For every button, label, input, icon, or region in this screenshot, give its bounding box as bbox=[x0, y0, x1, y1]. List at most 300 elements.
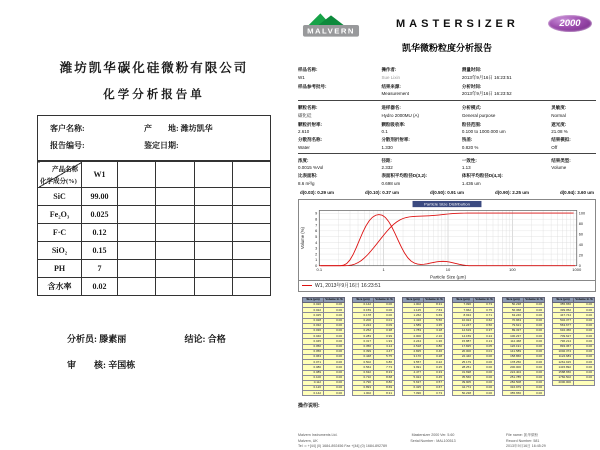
chem-table-row bbox=[38, 224, 271, 242]
volume-cell: 0.00 bbox=[524, 349, 545, 354]
volume-cell: 8.80 bbox=[374, 380, 395, 385]
param-cell bbox=[298, 67, 381, 81]
y-left-tick-label: 1 bbox=[315, 257, 318, 262]
volume-cell: 0.00 bbox=[474, 360, 495, 365]
volume-cell: 0.73 bbox=[424, 391, 445, 396]
param-value: 2.332 bbox=[381, 165, 393, 170]
size-table-header-cell: Volume In % bbox=[425, 297, 443, 302]
section-divider bbox=[298, 153, 596, 154]
volume-cell: 0.00 bbox=[524, 313, 545, 318]
param-value: 2.610 bbox=[298, 129, 310, 134]
size-cell: 31.698 bbox=[453, 370, 474, 375]
volume-cell: 8.69 bbox=[374, 386, 395, 391]
param-row bbox=[298, 122, 596, 135]
chemical-analysis-report-page bbox=[37, 58, 271, 384]
volume-cell: 0.00 bbox=[524, 354, 545, 359]
size-cell: 282.508 bbox=[503, 380, 524, 385]
y-left-tick-label: 5 bbox=[315, 234, 318, 239]
param-value: 碳化硅 bbox=[298, 112, 312, 118]
empty-cell bbox=[118, 188, 156, 206]
param-label: 比表面积: bbox=[298, 173, 318, 178]
chem-report-footer bbox=[37, 332, 271, 371]
size-cell: 0.178 bbox=[353, 313, 374, 318]
volume-cell: 0.00 bbox=[474, 386, 495, 391]
param-value: W1 bbox=[298, 74, 305, 80]
volume-cell: 0.00 bbox=[524, 339, 545, 344]
volume-cell: 0.00 bbox=[574, 375, 595, 380]
component-value-cell: 0.15 bbox=[82, 242, 118, 260]
size-cell: 355.656 bbox=[553, 303, 574, 308]
param-value: Hydro 2000MU (A) bbox=[381, 112, 419, 118]
size-cell: 2.518 bbox=[403, 344, 424, 349]
size-row bbox=[403, 391, 445, 396]
empty-cell bbox=[194, 278, 232, 296]
size-cell: 22.440 bbox=[453, 354, 474, 359]
size-cell: 0.050 bbox=[303, 344, 324, 349]
footer-line: Record Number: 581 bbox=[506, 438, 540, 443]
report-title: 化学分析报告单 bbox=[103, 89, 205, 101]
size-cell: 0.632 bbox=[353, 370, 374, 375]
size-cell: 0.032 bbox=[303, 323, 324, 328]
chem-table-header-row bbox=[38, 162, 271, 188]
size-cell: 0.036 bbox=[303, 329, 324, 334]
size-row bbox=[353, 391, 395, 396]
analyst-label: 分析员: bbox=[67, 334, 97, 344]
param-value: 0.100 to 1000.000 um bbox=[461, 129, 506, 134]
param-cell bbox=[551, 105, 596, 119]
reviewer-line bbox=[67, 358, 271, 371]
size-table-header-cell: Volume In % bbox=[475, 297, 493, 302]
footer-line: File name: 凯华微粉 bbox=[506, 433, 539, 438]
volume-cell: 0.22 bbox=[424, 360, 445, 365]
size-cell: 6.325 bbox=[403, 386, 424, 391]
size-volume-table bbox=[402, 297, 445, 397]
volume-cell: 3.14 bbox=[374, 344, 395, 349]
size-cell: 0.025 bbox=[303, 313, 324, 318]
volume-cell: 0.00 bbox=[524, 334, 545, 339]
volume-cell: 0.13 bbox=[474, 339, 495, 344]
size-cell: 709.627 bbox=[553, 334, 574, 339]
size-cell: 3.170 bbox=[403, 354, 424, 359]
reviewer-name: 辛国栋 bbox=[108, 360, 136, 370]
size-cell: 0.028 bbox=[303, 318, 324, 323]
empty-cell bbox=[232, 188, 270, 206]
volume-cell: 0.00 bbox=[324, 375, 345, 380]
size-volume-table bbox=[552, 297, 595, 387]
volume-cell: 7.73 bbox=[374, 365, 395, 370]
param-value: Off bbox=[551, 144, 558, 150]
size-cell: 563.677 bbox=[553, 323, 574, 328]
size-cell: 17.825 bbox=[453, 344, 474, 349]
param-value: Sue Lixin bbox=[381, 74, 400, 80]
volume-cell: 0.00 bbox=[574, 339, 595, 344]
volume-cell: 0.00 bbox=[524, 365, 545, 370]
volume-cell: 0.28 bbox=[424, 354, 445, 359]
component-name-cell: F·C bbox=[38, 224, 82, 242]
size-cell: 0.089 bbox=[303, 370, 324, 375]
size-cell: 0.564 bbox=[353, 365, 374, 370]
size-cell: 0.159 bbox=[353, 308, 374, 313]
volume-cell: 0.00 bbox=[324, 308, 345, 313]
volume-cell: 7.63 bbox=[424, 308, 445, 313]
particle-size-distribution-chart bbox=[298, 199, 596, 281]
volume-cell: 0.00 bbox=[324, 318, 345, 323]
size-cell: 447.744 bbox=[553, 313, 574, 318]
size-cell: 0.100 bbox=[303, 375, 324, 380]
param-label: 体积平均粒径D(4,3): bbox=[461, 173, 503, 178]
size-cell: 50.238 bbox=[503, 303, 524, 308]
size-cell: 178.250 bbox=[503, 360, 524, 365]
component-name-cell: PH bbox=[38, 260, 82, 278]
param-row bbox=[298, 84, 596, 98]
param-value: Measurement bbox=[381, 91, 409, 96]
component-name-cell: SiO₂ bbox=[38, 242, 82, 260]
size-distribution-tables bbox=[298, 297, 596, 397]
footer-line: 2013年9月16日 16:45:29 bbox=[506, 444, 546, 449]
volume-cell: 4.35 bbox=[424, 323, 445, 328]
company-name: 潍坊凯华碳化硅微粉有限公司 bbox=[59, 61, 249, 75]
y-left-tick-label: 0 bbox=[315, 263, 318, 268]
volume-cell: 0.00 bbox=[374, 308, 395, 313]
origin-field bbox=[144, 123, 213, 134]
size-cell: 502.377 bbox=[553, 318, 574, 323]
conclusion-field bbox=[185, 334, 226, 344]
size-cell: 0.045 bbox=[303, 339, 324, 344]
size-cell: 1588.656 bbox=[553, 370, 574, 375]
param-label: 粒径范围: bbox=[461, 121, 482, 127]
volume-cell: 0.00 bbox=[524, 329, 545, 334]
param-label: 操作者: bbox=[381, 67, 397, 72]
volume-cell: 1.36 bbox=[424, 339, 445, 344]
param-cell bbox=[462, 105, 551, 119]
size-cell: 63.246 bbox=[503, 313, 524, 318]
size-cell: 1.783 bbox=[403, 329, 424, 334]
size-cell: 4.477 bbox=[403, 370, 424, 375]
x-tick-label: 1000 bbox=[572, 266, 582, 272]
size-cell: 44.774 bbox=[453, 386, 474, 391]
size-row bbox=[503, 391, 545, 396]
size-cell: 141.589 bbox=[503, 349, 524, 354]
empty-column-header bbox=[194, 162, 232, 188]
volume-cell: 1.93 bbox=[374, 339, 395, 344]
size-cell: 1261.915 bbox=[553, 360, 574, 365]
empty-cell bbox=[156, 278, 194, 296]
volume-cell: 0.00 bbox=[324, 391, 345, 396]
footer-line: Malvern Instruments Ltd. bbox=[298, 433, 338, 438]
volume-cell: 0.00 bbox=[324, 313, 345, 318]
size-table-header-cell: Size (µm) bbox=[553, 297, 574, 303]
operator-notes-label: 操作说明: bbox=[298, 403, 320, 410]
volume-cell: 0.25 bbox=[424, 365, 445, 370]
sample-column-header: W1 bbox=[82, 162, 118, 188]
customer-name-label: 客户名称: bbox=[50, 124, 85, 133]
size-cell: 0.126 bbox=[303, 386, 324, 391]
param-row bbox=[298, 137, 596, 150]
size-volume-table bbox=[302, 297, 345, 397]
volume-cell: 8.31 bbox=[424, 303, 445, 308]
volume-cell: 0.00 bbox=[574, 370, 595, 375]
size-cell: 796.214 bbox=[553, 339, 574, 344]
param-cell bbox=[298, 122, 381, 135]
conclusion-value: 合格 bbox=[207, 334, 226, 344]
chem-table-row bbox=[38, 260, 271, 278]
percentile-value: d(0.03): 0.29 um bbox=[300, 189, 335, 195]
param-label: 进样器名: bbox=[381, 105, 401, 110]
size-cell: 5.024 bbox=[403, 375, 424, 380]
param-cell bbox=[462, 158, 551, 171]
size-cell: 1.262 bbox=[403, 313, 424, 318]
y-left-tick-label: 2 bbox=[315, 252, 318, 256]
size-table-header-cell: Size (µm) bbox=[353, 297, 374, 303]
volume-cell: 0.00 bbox=[474, 380, 495, 385]
size-cell: 0.356 bbox=[353, 344, 374, 349]
param-label: 结果模拟: bbox=[551, 137, 571, 142]
size-cell: 3.557 bbox=[403, 360, 424, 365]
empty-cell bbox=[232, 206, 270, 224]
volume-cell: 0.00 bbox=[574, 349, 595, 354]
volume-cell: 0.33 bbox=[424, 370, 445, 375]
param-cell bbox=[298, 84, 381, 98]
size-row bbox=[553, 380, 595, 385]
param-value bbox=[298, 91, 377, 96]
param-value: 0.820 % bbox=[461, 144, 479, 150]
volume-cell: 0.00 bbox=[324, 334, 345, 339]
volume-cell: 6.86 bbox=[374, 360, 395, 365]
report-number-label: 报告编号: bbox=[50, 141, 85, 150]
volume-cell: 0.00 bbox=[524, 323, 545, 328]
param-cell bbox=[381, 173, 461, 186]
volume-cell: 0.00 bbox=[524, 386, 545, 391]
size-cell: 0.224 bbox=[353, 323, 374, 328]
volume-cell: 0.00 bbox=[574, 323, 595, 328]
volume-cell: 2.16 bbox=[424, 334, 445, 339]
empty-cell bbox=[232, 224, 270, 242]
x-tick-label: 0.1 bbox=[316, 266, 323, 272]
empty-cell bbox=[118, 260, 156, 278]
volume-cell: 0.80 bbox=[424, 344, 445, 349]
y-left-tick-label: 4 bbox=[315, 240, 318, 245]
mastersizer-wordmark: MASTERSIZER bbox=[396, 18, 519, 30]
param-cell bbox=[551, 158, 596, 171]
size-cell: 1124.683 bbox=[553, 354, 574, 359]
volume-cell: 8.68 bbox=[374, 375, 395, 380]
param-value: 0.1 bbox=[381, 129, 388, 134]
volume-cell: 0.00 bbox=[324, 344, 345, 349]
mastersizer-report-page bbox=[298, 8, 596, 450]
param-value: Normal bbox=[551, 112, 566, 118]
volume-cell: 0.00 bbox=[574, 308, 595, 313]
empty-cell bbox=[194, 188, 232, 206]
size-cell: 224.404 bbox=[503, 370, 524, 375]
volume-cell: 0.50 bbox=[474, 323, 495, 328]
param-label: 遮光度: bbox=[551, 121, 567, 127]
param-cell bbox=[462, 137, 551, 150]
size-cell: 632.456 bbox=[553, 329, 574, 334]
param-cell bbox=[298, 137, 381, 150]
chem-table-row bbox=[38, 242, 271, 260]
size-cell: 0.502 bbox=[353, 360, 374, 365]
chem-table-row bbox=[38, 188, 271, 206]
size-cell: 7.962 bbox=[453, 308, 474, 313]
param-value: 21.08 % bbox=[551, 129, 568, 134]
size-table-header-cell: Volume In % bbox=[375, 297, 393, 302]
cumulative-curve bbox=[319, 213, 573, 266]
volume-cell: 0.71 bbox=[474, 313, 495, 318]
size-cell: 0.399 bbox=[353, 349, 374, 354]
param-label: 灵敏度: bbox=[551, 105, 567, 110]
empty-cell bbox=[118, 224, 156, 242]
size-cell: 56.368 bbox=[503, 308, 524, 313]
volume-cell: 0.46 bbox=[424, 349, 445, 354]
param-label: 分散剂名称: bbox=[298, 137, 322, 142]
size-cell: 316.979 bbox=[503, 386, 524, 391]
param-label: 残差: bbox=[461, 137, 473, 142]
size-cell: 39.905 bbox=[453, 380, 474, 385]
report-info-box bbox=[37, 115, 271, 161]
volume-cell: 0.00 bbox=[574, 360, 595, 365]
param-cell bbox=[298, 105, 381, 119]
empty-cell bbox=[156, 242, 194, 260]
size-cell: 1.002 bbox=[403, 303, 424, 308]
footer-line: Mastersizer 2000 Ver. 5.60 bbox=[411, 433, 455, 438]
volume-cell: 0.24 bbox=[474, 334, 495, 339]
volume-cell: 0.62 bbox=[474, 318, 495, 323]
param-label: 样品参考批号: bbox=[298, 83, 327, 89]
empty-cell bbox=[118, 206, 156, 224]
size-table-header-cell: Volume In % bbox=[575, 297, 593, 302]
param-cell bbox=[298, 158, 381, 171]
volume-cell: 0.00 bbox=[574, 344, 595, 349]
volume-cell: 0.00 bbox=[324, 323, 345, 328]
param-cell bbox=[298, 173, 381, 186]
malvern-logo bbox=[302, 10, 360, 40]
size-volume-table bbox=[352, 297, 395, 397]
param-label: 结果类型: bbox=[551, 157, 571, 163]
chemical-component-header: 化学成分(%) bbox=[40, 178, 77, 185]
param-cell bbox=[381, 105, 461, 119]
size-cell: 1.002 bbox=[353, 391, 374, 396]
param-label: 浓度: bbox=[298, 157, 309, 163]
empty-column-header bbox=[118, 162, 156, 188]
param-label: 分析时间: bbox=[461, 83, 482, 89]
size-cell: 79.621 bbox=[503, 323, 524, 328]
volume-cell: 0.01 bbox=[374, 318, 395, 323]
origin-value: 潍坊凯华 bbox=[180, 124, 213, 133]
size-cell: 2.244 bbox=[403, 339, 424, 344]
chart-title: Particle Size Distribution bbox=[423, 201, 471, 206]
param-row bbox=[298, 105, 596, 119]
y-right-tick-label: 20 bbox=[578, 253, 584, 257]
param-cell bbox=[381, 122, 461, 135]
size-cell: 89.337 bbox=[503, 329, 524, 334]
size-table-header-cell: Size (µm) bbox=[503, 297, 524, 303]
size-cell: 200.000 bbox=[503, 365, 524, 370]
size-cell: 0.063 bbox=[303, 354, 324, 359]
y-right-tick-label: 0 bbox=[578, 263, 581, 268]
volume-cell: 0.00 bbox=[324, 329, 345, 334]
size-cell: 0.142 bbox=[353, 303, 374, 308]
component-name-cell: Fe₂O₃ bbox=[38, 206, 82, 224]
size-volume-table bbox=[502, 297, 545, 397]
volume-cell: 0.00 bbox=[574, 303, 595, 308]
y-right-tick-label: 80 bbox=[578, 221, 584, 226]
size-cell: 8.934 bbox=[453, 313, 474, 318]
volume-cell: 0.00 bbox=[324, 365, 345, 370]
product-name-header: 产品名称 bbox=[52, 166, 78, 173]
y-right-tick-label: 60 bbox=[578, 232, 584, 236]
size-cell: 251.785 bbox=[503, 375, 524, 380]
size-cell: 158.866 bbox=[503, 354, 524, 359]
volume-cell: 0.00 bbox=[324, 370, 345, 375]
size-cell: 1002.374 bbox=[553, 349, 574, 354]
volume-cell: 0.01 bbox=[474, 349, 495, 354]
param-label: 颗粒吸收率: bbox=[381, 121, 406, 127]
origin-label: 产 地: bbox=[144, 124, 179, 133]
size-table-header-cell: Volume In % bbox=[325, 297, 343, 302]
volume-cell: 0.00 bbox=[574, 313, 595, 318]
size-cell: 112.468 bbox=[503, 339, 524, 344]
volume-cell: 0.00 bbox=[374, 303, 395, 308]
volume-cell: 0.00 bbox=[524, 308, 545, 313]
size-cell: 50.238 bbox=[453, 391, 474, 396]
param-label: 分散剂折射率: bbox=[381, 137, 410, 142]
x-tick-label: 10 bbox=[445, 266, 451, 272]
size-cell: 35.566 bbox=[453, 375, 474, 380]
volume-cell: 0.57 bbox=[424, 380, 445, 385]
size-cell: 0.317 bbox=[353, 339, 374, 344]
volume-cell: 0.67 bbox=[424, 386, 445, 391]
size-cell: 2.825 bbox=[403, 349, 424, 354]
volume-cell: 0.37 bbox=[474, 329, 495, 334]
legend-text: W1, 2013年9月16日 16:23:51 bbox=[315, 283, 381, 289]
empty-cell bbox=[118, 242, 156, 260]
volume-cell: 0.00 bbox=[524, 344, 545, 349]
volume-cell: 0.73 bbox=[474, 303, 495, 308]
param-cell bbox=[551, 137, 596, 150]
param-value: 0.0015 %Vol bbox=[298, 165, 324, 170]
chart-legend bbox=[298, 281, 596, 292]
param-label: 颗粒名称: bbox=[298, 105, 318, 110]
mastersizer-2000-badge: 2000 bbox=[548, 15, 592, 32]
percentile-value: d(0.94): 3.60 um bbox=[559, 189, 594, 195]
volume-cell: 0.00 bbox=[574, 318, 595, 323]
size-cell: 1.125 bbox=[403, 308, 424, 313]
volume-cell: 0.00 bbox=[374, 313, 395, 318]
component-name-cell: 含水率 bbox=[38, 278, 82, 296]
size-cell: 0.071 bbox=[303, 360, 324, 365]
mastersizer-page-footer bbox=[298, 433, 596, 449]
size-cell: 0.252 bbox=[353, 329, 374, 334]
x-axis-title: Particle Size (µm) bbox=[430, 274, 466, 280]
empty-cell bbox=[232, 278, 270, 296]
y-left-tick-label: 6 bbox=[315, 228, 318, 233]
size-table-header-cell: Size (µm) bbox=[303, 297, 324, 303]
particle-report-title: 凯华微粉粒度分析报告 bbox=[401, 43, 492, 53]
chem-table-row bbox=[38, 206, 271, 224]
size-cell: 28.251 bbox=[453, 365, 474, 370]
component-value-cell: 99.00 bbox=[82, 188, 118, 206]
size-cell: 10.024 bbox=[453, 318, 474, 323]
param-value: 8.6 m²/g bbox=[298, 180, 315, 186]
empty-cell bbox=[156, 260, 194, 278]
param-value: Water bbox=[298, 144, 310, 150]
param-row bbox=[298, 173, 596, 186]
param-cell bbox=[381, 158, 461, 171]
param-label: 表面积平均粒径D(3,2): bbox=[381, 173, 427, 178]
empty-cell bbox=[194, 206, 232, 224]
volume-cell: 0.38 bbox=[374, 329, 395, 334]
footer-line: Tel := +[44] (0) 1684-892456 Fax +[44] (0) 1684-892789 bbox=[298, 444, 388, 449]
